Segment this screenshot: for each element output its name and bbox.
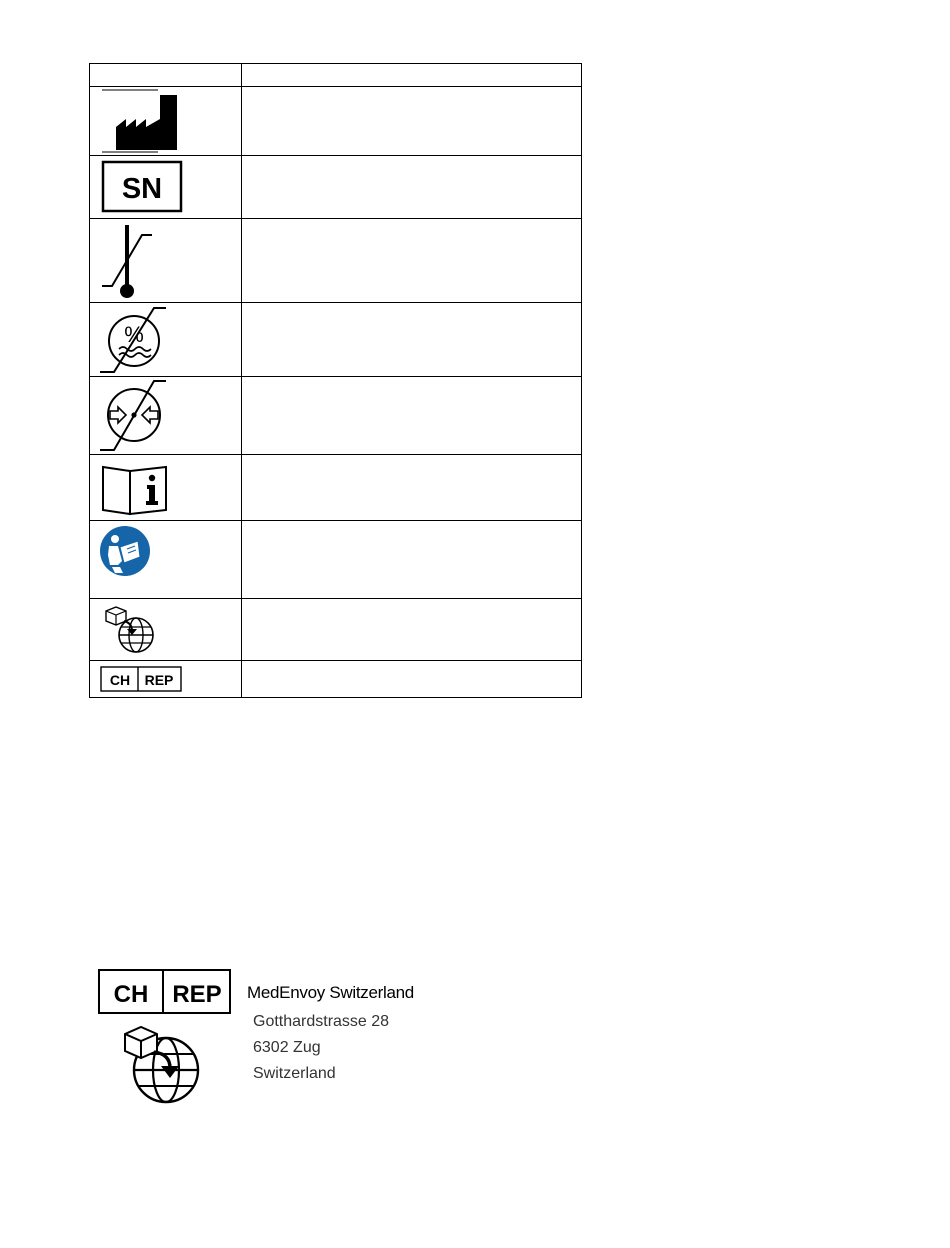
consult-instructions-icon (90, 455, 241, 520)
table-row (90, 156, 582, 219)
row-description (242, 303, 582, 377)
table-row (90, 219, 582, 303)
row-description (242, 455, 582, 521)
humidity-percent-label: % (124, 322, 144, 347)
row-description (242, 599, 582, 661)
table-header-row (90, 64, 582, 87)
refer-to-manual-icon (90, 521, 241, 598)
manufacturer-factory-icon (90, 87, 241, 155)
table-row (90, 521, 582, 599)
table-row (90, 87, 582, 156)
row-description (242, 521, 582, 599)
serial-number-label: SN (121, 173, 163, 205)
table-row (90, 303, 582, 377)
humidity-limitation-icon (90, 303, 241, 376)
table-row (90, 377, 582, 455)
table-row (90, 599, 582, 661)
header-cell-symbol (90, 64, 242, 87)
swiss-representative-symbols (98, 968, 238, 1109)
row-description (242, 377, 582, 455)
table-row (90, 661, 582, 698)
importer-large-icon (125, 1027, 198, 1102)
table-row (90, 455, 582, 521)
row-description (242, 87, 582, 156)
representative-name: MedEnvoy Switzerland (247, 983, 414, 1002)
badge-rep-label: REP (172, 981, 222, 1008)
header-cell-description (242, 64, 582, 87)
representative-city: 6302 Zug (253, 1039, 321, 1056)
rep-label: REP (144, 672, 174, 688)
row-description (242, 219, 582, 303)
ch-rep-icon (90, 661, 241, 697)
ch-rep-badge (98, 968, 238, 1104)
importer-icon (90, 599, 241, 660)
representative-address (247, 983, 414, 1090)
representative-street: Gotthardstrasse 28 (253, 1013, 390, 1030)
row-description (242, 156, 582, 219)
temperature-limit-icon (90, 219, 241, 302)
representative-country: Switzerland (253, 1065, 336, 1082)
row-description (242, 661, 582, 698)
serial-number-icon (90, 156, 241, 218)
ch-label: CH (109, 672, 131, 688)
symbols-table (89, 63, 582, 698)
badge-ch-label: CH (113, 981, 149, 1008)
atmospheric-pressure-limitation-icon (90, 377, 241, 454)
